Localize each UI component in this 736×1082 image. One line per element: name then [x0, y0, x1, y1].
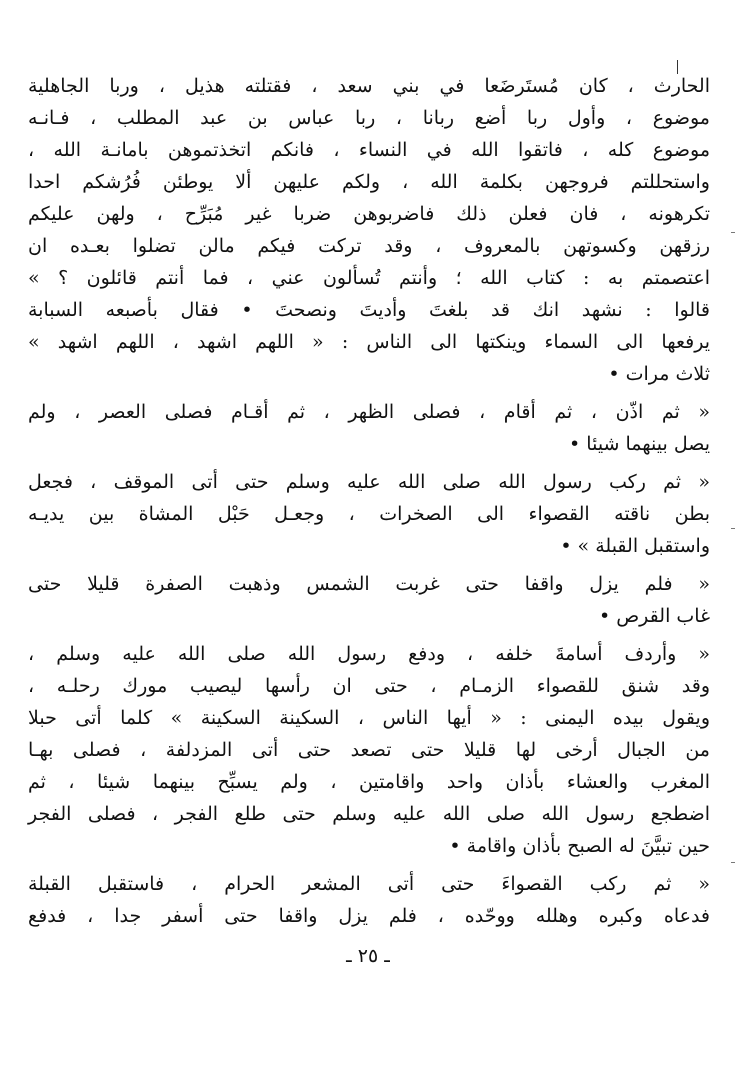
paragraph	[28, 568, 710, 632]
text-line: « فلم يزل واقفا حتى غربت الشمس وذهبت الصفرة قليلا حتى	[28, 573, 710, 595]
text-line: « ثم ركب القصواءَ حتى أتى المشعر الحرام ، فاستقبل القبلة	[28, 873, 710, 895]
text-line: موضوع ، وأول ربا أضع ربانا ، ربا عباس بن عبد المطلب ، فـانـه	[28, 107, 710, 129]
text-line: الحارث ، كان مُستَرضَعا في بني سعد ، فقتلته هذيل ، وربا الجاهلية	[28, 75, 710, 97]
text-line: اعتصمتم به : كتاب الله ؛ وأنتم تُسألون عني ، فما أنتم قائلون ؟ »	[28, 267, 710, 289]
text-line: « ثم ركب رسول الله صلى الله عليه وسلم حتى أتى الموقف ، فجعل	[28, 471, 710, 493]
paragraph	[28, 638, 710, 862]
text-line: تكرهونه ، فان فعلن ذلك فاضربوهن ضربا غير مُبَرِّح ، ولهن عليكم	[28, 203, 710, 225]
text-line: يصل بينهما شيئا •	[569, 433, 710, 455]
paragraph	[28, 70, 710, 390]
text-line: يرفعها الى السماء وينكتها الى الناس : « اللهم اشهد ، اللهم اشهد »	[28, 331, 710, 353]
text-line: « ثم اذّن ، ثم أقام ، فصلى الظهر ، ثم أقـام فصلى العصر ، ولم	[28, 401, 710, 423]
page-number: ـ ٢٥ ـ	[346, 945, 390, 967]
edge-mark	[731, 528, 735, 529]
text-line: ثلاث مرات •	[608, 363, 710, 385]
text-line: المغرب والعشاء بأذان واحد واقامتين ، ولم يسبِّح بينهما شيئا ، ثم	[28, 771, 710, 793]
body-text	[28, 70, 710, 932]
text-line: واستقبل القبلة » •	[560, 535, 710, 557]
text-line: « وأردف أسامةَ خلفه ، ودفع رسول الله صلى الله عليه وسلم ،	[28, 643, 710, 665]
text-line: ويقول بيده اليمنى : « أيها الناس ، السكينة السكينة » كلما أتى حبلا	[28, 707, 710, 729]
text-line: واستحللتم فروجهن بكلمة الله ، ولكم عليهن ألا يوطئن فُرُشكم احدا	[28, 171, 710, 193]
text-line: من الجبال أرخى لها قليلا حتى تصعد حتى أتى المزدلفة ، فصلى بهـا	[28, 739, 710, 761]
paragraph	[28, 868, 710, 932]
paragraph	[28, 466, 710, 562]
text-line: بطن ناقته القصواء الى الصخرات ، وجعـل حَبْل المشاة بين يديـه	[28, 503, 710, 525]
text-line: فدعاه وكبره وهلله ووحّده ، فلم يزل واقفا حتى أسفر جدا ، فدفع	[28, 905, 710, 927]
edge-mark	[731, 232, 735, 233]
text-line: وقد شنق للقصواء الزمـام ، حتى ان رأسها ليصيب مورك رحلـه ،	[28, 675, 710, 697]
text-line: حين تبيَّنَ له الصبح بأذان واقامة •	[449, 835, 710, 857]
text-line: اضطجع رسول الله صلى الله عليه وسلم حتى طلع الفجر ، فصلى الفجر	[28, 803, 710, 825]
text-line: غاب القرص •	[598, 605, 710, 627]
edge-mark	[731, 862, 735, 863]
paragraph	[28, 396, 710, 460]
text-line: رزقهن وكسوتهن بالمعروف ، وقد تركت فيكم مالن تضلوا بعـده ان	[28, 235, 710, 257]
text-line: قالوا : نشهد انك قد بلغتَ وأديتَ ونصحتَ • فقال بأصبعه السبابة	[28, 299, 710, 321]
text-line: موضوع كله ، فاتقوا الله في النساء ، فانكم اتخذتموهن بامانـة الله ،	[28, 139, 710, 161]
